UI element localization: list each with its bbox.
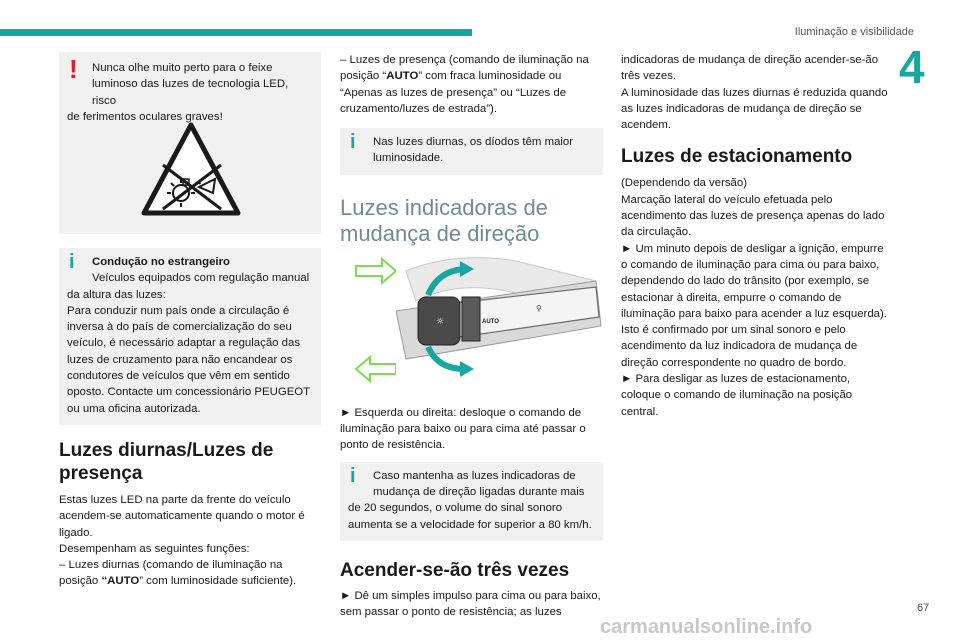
column-3 (621, 52, 890, 420)
warning-line-3: de ferimentos oculares graves! (67, 110, 223, 123)
drl-item-2 (340, 52, 603, 117)
warning-line-2: luminoso das luzes de tecnologia LED, risco (92, 78, 289, 107)
diode-note-box (340, 128, 603, 175)
info-mark-icon: i (350, 131, 356, 154)
arrow-right-up-icon (354, 257, 398, 285)
three-times-body: ► Dê um simples impulso para cima ou para baixo, sem passar o ponto de resistência; as luzes (340, 589, 601, 619)
warning-box (59, 52, 321, 234)
three-times-heading: Acender-se-ão três vezes (340, 559, 570, 581)
info-mark-icon: i (350, 464, 356, 487)
svg-text:☼: ☼ (436, 317, 445, 327)
parking-heading: Luzes de estacionamento (621, 146, 853, 168)
watermark: carmanualsonline.info (600, 616, 813, 638)
drl-heading: Luzes diurnas/Luzes de presença (59, 439, 274, 484)
abroad-note-title: Condução no estrangeiro (92, 256, 230, 268)
drl-item-2-prefix: – Luzes de presença (comando de iluminação na posição “ (340, 54, 589, 83)
drl-item-1-suffix: ” com luminosidade suficiente). (139, 575, 297, 588)
chapter-number: 4 (899, 41, 925, 93)
duration-note-line-1: Caso mantenha as luzes indicadoras de (373, 469, 576, 482)
info-mark-icon: i (69, 251, 75, 273)
lighting-stalk-illustration (396, 251, 603, 379)
drl-item-1-auto: “AUTO (101, 575, 140, 588)
duration-note-line-2: mudança de direção ligadas durante mais (373, 485, 585, 498)
no-looking-at-led-beam-icon (141, 121, 241, 217)
duration-note-box (340, 462, 603, 541)
drl-body: Estas luzes LED na parte da frente do veículo acendem-se automaticamente quando o motor é ligado. Desempenham as seguintes funções: (59, 493, 305, 555)
exclamation-mark-icon: ! (69, 54, 78, 84)
three-times-continued: indicadoras de mudança de direção acender-se-ão três vezes. A luminosidade das luzes diurnas é reduzida quando as luzes indicadoras de mudança de direção se acendem. (621, 54, 888, 132)
duration-note-body: de 20 segundos, o volume do sinal sonoro aumenta se a velocidade for superior a 80 km/h. (348, 502, 592, 531)
svg-text:⚲: ⚲ (536, 304, 542, 313)
indicators-body: ► Esquerda ou direita: desloque o comando de iluminação para baixo ou para cima até passar o ponto de resistência. (340, 406, 586, 452)
drl-item-2-auto: AUTO (386, 70, 419, 83)
abroad-note-box (59, 248, 321, 425)
column-1 (59, 52, 321, 590)
indicators-heading: Luzes indicadoras de mudança de direção (340, 194, 548, 246)
parking-body: (Dependendo da versão) Marcação lateral do veículo efetuada pelo acendimento das luzes de presença apenas do lado da circulação. ► Um minuto depois de desligar a ignição, empurre o comando de iluminação para cima ou para baixo, dependendo do lado do trânsito (por exemplo, se estacionar à direita, empurre o comando de iluminação para baixo para acender a luz esquerda). Isto é confirmado por um sinal sonoro e pelo acendimento da luz indicadora de mudança de direção correspondente no quadro de bordo. ► Para desligar as luzes de estacionamento, coloque o comando de iluminação na posição central. (621, 177, 887, 418)
page-number: 67 (917, 602, 930, 614)
header-accent-bar (0, 29, 472, 36)
diode-note-text: Nas luzes diurnas, os díodos têm maior luminosidade. (373, 136, 574, 165)
abroad-note-body: da altura das luzes: Para conduzir num país onde a circulação é inversa à do país de comercialização do seu veículo, é necessário adaptar a regulação das luzes de cruzamento para não encandear os condutores de veículos que vêm em sentido oposto. Contacte um concessionário PEUGEOT ou uma oficina autorizada. (67, 288, 310, 415)
drl-item-1-prefix: – Luzes diurnas (comando de iluminação na posição (59, 559, 283, 588)
arrow-left-down-icon (354, 355, 398, 383)
abroad-note-line-1: Veículos equipados com regulação manual (92, 272, 310, 285)
warning-line-1: Nunca olhe muito perto para o feixe (92, 62, 273, 74)
drl-item-2-suffix: ” com fraca luminosidade ou “Apenas as luzes de presença” ou “Luzes de cruzamento/luzes de estrada”). (340, 70, 567, 115)
stalk-auto-label: AUTO (482, 319, 499, 325)
drl-item-1 (59, 557, 321, 590)
running-head: Iluminação e visibilidade (794, 26, 914, 38)
